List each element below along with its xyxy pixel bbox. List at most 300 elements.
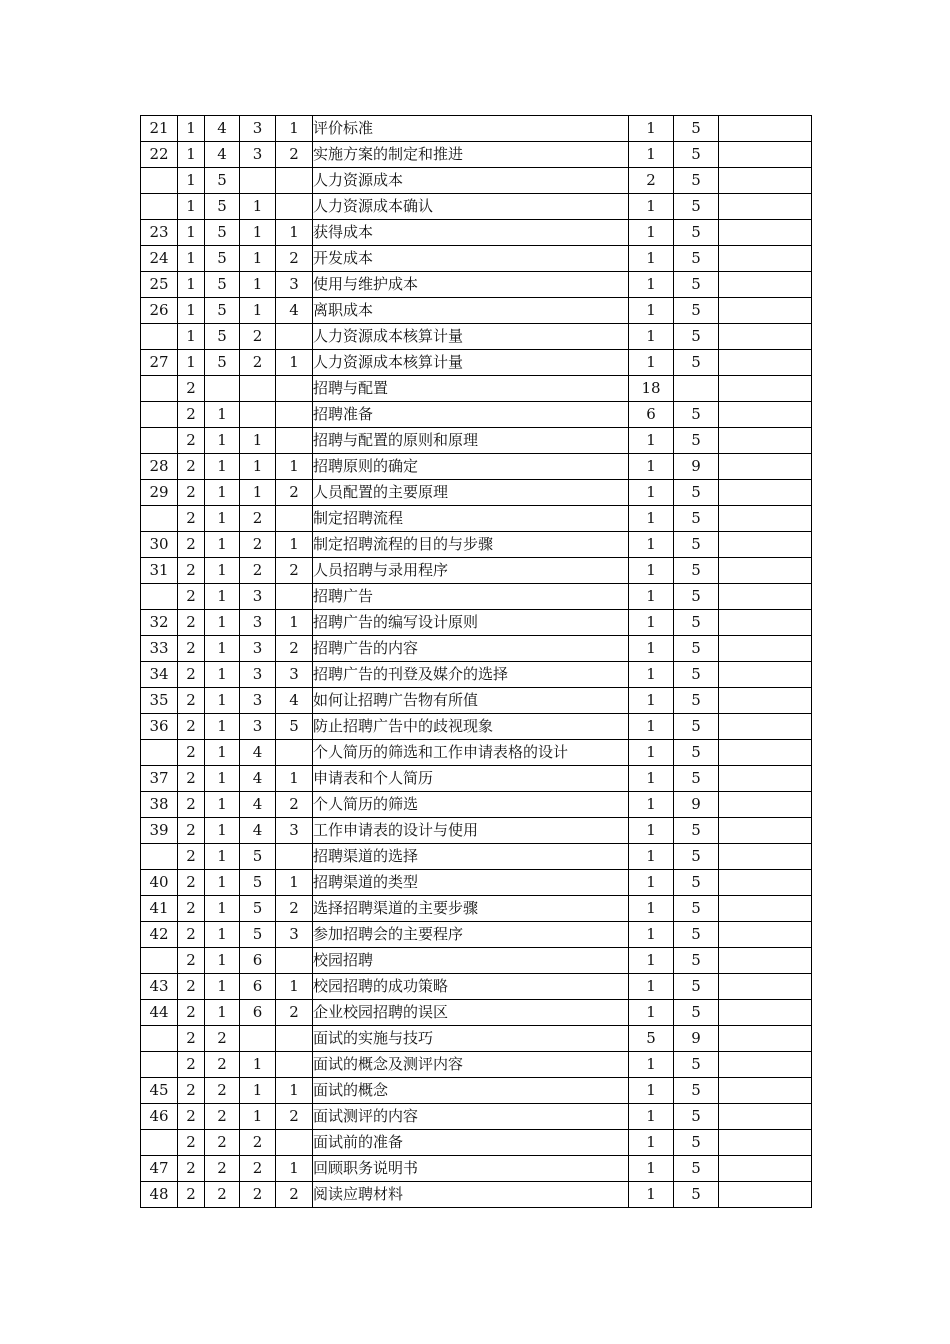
weight-value: 5 — [674, 636, 719, 662]
count-value: 1 — [629, 974, 674, 1000]
table-row — [141, 142, 812, 168]
item-title: 使用与维护成本 — [313, 272, 629, 298]
item-title: 招聘广告的编写设计原则 — [313, 610, 629, 636]
level-2-code: 1 — [205, 948, 240, 974]
level-3-code: 1 — [240, 220, 276, 246]
level-2-code: 1 — [205, 896, 240, 922]
row-number — [141, 584, 178, 610]
note-cell — [719, 922, 812, 948]
table-row — [141, 246, 812, 272]
count-value: 1 — [629, 1052, 674, 1078]
table-row — [141, 220, 812, 246]
table-row — [141, 558, 812, 584]
weight-value: 5 — [674, 740, 719, 766]
item-title: 招聘广告的内容 — [313, 636, 629, 662]
level-3-code: 3 — [240, 662, 276, 688]
weight-value: 5 — [674, 272, 719, 298]
level-2-code: 5 — [205, 350, 240, 376]
level-2-code: 1 — [205, 818, 240, 844]
weight-value — [674, 376, 719, 402]
weight-value: 5 — [674, 506, 719, 532]
level-1-code: 2 — [178, 740, 205, 766]
level-3-code: 2 — [240, 324, 276, 350]
note-cell — [719, 324, 812, 350]
level-2-code: 1 — [205, 844, 240, 870]
level-1-code: 1 — [178, 350, 205, 376]
table-row — [141, 922, 812, 948]
table-row — [141, 1052, 812, 1078]
row-number: 29 — [141, 480, 178, 506]
level-1-code: 2 — [178, 454, 205, 480]
level-4-code: 3 — [276, 922, 313, 948]
row-number: 30 — [141, 532, 178, 558]
note-cell — [719, 402, 812, 428]
count-value: 1 — [629, 194, 674, 220]
weight-value: 5 — [674, 662, 719, 688]
row-number: 23 — [141, 220, 178, 246]
level-1-code: 1 — [178, 142, 205, 168]
table-row — [141, 1026, 812, 1052]
table-row — [141, 636, 812, 662]
level-2-code: 5 — [205, 272, 240, 298]
level-2-code: 1 — [205, 428, 240, 454]
level-1-code: 1 — [178, 168, 205, 194]
count-value: 1 — [629, 1000, 674, 1026]
level-1-code: 2 — [178, 610, 205, 636]
level-3-code: 1 — [240, 246, 276, 272]
row-number: 33 — [141, 636, 178, 662]
level-2-code: 1 — [205, 506, 240, 532]
item-title: 工作申请表的设计与使用 — [313, 818, 629, 844]
level-1-code: 2 — [178, 688, 205, 714]
item-title: 参加招聘会的主要程序 — [313, 922, 629, 948]
table-row — [141, 298, 812, 324]
level-4-code — [276, 1130, 313, 1156]
row-number: 39 — [141, 818, 178, 844]
count-value: 1 — [629, 506, 674, 532]
item-title: 招聘广告 — [313, 584, 629, 610]
count-value: 1 — [629, 922, 674, 948]
level-3-code: 6 — [240, 974, 276, 1000]
level-4-code: 1 — [276, 610, 313, 636]
level-4-code — [276, 948, 313, 974]
table-row — [141, 428, 812, 454]
level-4-code: 1 — [276, 1156, 313, 1182]
row-number — [141, 1052, 178, 1078]
item-title: 企业校园招聘的误区 — [313, 1000, 629, 1026]
level-2-code: 1 — [205, 584, 240, 610]
weight-value: 5 — [674, 610, 719, 636]
item-title: 个人简历的筛选和工作申请表格的设计 — [313, 740, 629, 766]
level-1-code: 1 — [178, 324, 205, 350]
level-3-code: 4 — [240, 792, 276, 818]
table-row — [141, 740, 812, 766]
item-title: 回顾职务说明书 — [313, 1156, 629, 1182]
note-cell — [719, 142, 812, 168]
item-title: 人员配置的主要原理 — [313, 480, 629, 506]
level-1-code: 2 — [178, 870, 205, 896]
table-body — [141, 116, 812, 1208]
level-1-code: 1 — [178, 116, 205, 142]
count-value: 1 — [629, 766, 674, 792]
level-3-code — [240, 1026, 276, 1052]
weight-value: 5 — [674, 714, 719, 740]
table-row — [141, 1130, 812, 1156]
count-value: 1 — [629, 1104, 674, 1130]
count-value: 1 — [629, 584, 674, 610]
row-number: 34 — [141, 662, 178, 688]
weight-value: 5 — [674, 194, 719, 220]
item-title: 招聘准备 — [313, 402, 629, 428]
table-row — [141, 1156, 812, 1182]
level-2-code: 1 — [205, 766, 240, 792]
row-number: 24 — [141, 246, 178, 272]
level-2-code: 1 — [205, 740, 240, 766]
count-value: 1 — [629, 350, 674, 376]
level-2-code — [205, 376, 240, 402]
level-1-code: 2 — [178, 1026, 205, 1052]
note-cell — [719, 948, 812, 974]
count-value: 1 — [629, 1078, 674, 1104]
weight-value: 9 — [674, 1026, 719, 1052]
note-cell — [719, 792, 812, 818]
level-1-code: 2 — [178, 558, 205, 584]
level-3-code: 3 — [240, 116, 276, 142]
item-title: 开发成本 — [313, 246, 629, 272]
table-row — [141, 272, 812, 298]
level-3-code: 6 — [240, 948, 276, 974]
level-2-code: 4 — [205, 142, 240, 168]
row-number: 32 — [141, 610, 178, 636]
level-4-code: 2 — [276, 1000, 313, 1026]
level-4-code: 1 — [276, 116, 313, 142]
note-cell — [719, 428, 812, 454]
weight-value: 5 — [674, 922, 719, 948]
item-title: 面试的概念及测评内容 — [313, 1052, 629, 1078]
level-2-code: 2 — [205, 1052, 240, 1078]
count-value: 1 — [629, 818, 674, 844]
row-number: 38 — [141, 792, 178, 818]
note-cell — [719, 636, 812, 662]
row-number: 47 — [141, 1156, 178, 1182]
level-1-code: 2 — [178, 896, 205, 922]
level-3-code: 5 — [240, 896, 276, 922]
level-2-code: 1 — [205, 870, 240, 896]
table-row — [141, 1182, 812, 1208]
note-cell — [719, 740, 812, 766]
level-4-code: 4 — [276, 298, 313, 324]
level-2-code: 5 — [205, 168, 240, 194]
count-value: 1 — [629, 1130, 674, 1156]
level-2-code: 2 — [205, 1078, 240, 1104]
level-3-code: 1 — [240, 298, 276, 324]
table-row — [141, 1104, 812, 1130]
level-2-code: 1 — [205, 636, 240, 662]
level-2-code: 2 — [205, 1182, 240, 1208]
row-number — [141, 1026, 178, 1052]
level-4-code — [276, 402, 313, 428]
level-1-code: 2 — [178, 480, 205, 506]
item-title: 制定招聘流程 — [313, 506, 629, 532]
item-title: 招聘与配置的原则和原理 — [313, 428, 629, 454]
item-title: 评价标准 — [313, 116, 629, 142]
level-1-code: 2 — [178, 584, 205, 610]
level-3-code: 2 — [240, 532, 276, 558]
level-4-code: 2 — [276, 480, 313, 506]
level-4-code — [276, 844, 313, 870]
level-3-code: 6 — [240, 1000, 276, 1026]
weight-value: 5 — [674, 766, 719, 792]
level-1-code: 2 — [178, 1182, 205, 1208]
note-cell — [719, 610, 812, 636]
level-2-code: 1 — [205, 480, 240, 506]
level-1-code: 2 — [178, 792, 205, 818]
level-1-code: 1 — [178, 272, 205, 298]
level-4-code — [276, 506, 313, 532]
table-row — [141, 584, 812, 610]
note-cell — [719, 506, 812, 532]
row-number — [141, 740, 178, 766]
level-2-code: 2 — [205, 1104, 240, 1130]
count-value: 1 — [629, 870, 674, 896]
item-title: 人力资源成本确认 — [313, 194, 629, 220]
level-1-code: 2 — [178, 714, 205, 740]
note-cell — [719, 688, 812, 714]
count-value: 1 — [629, 662, 674, 688]
level-1-code: 2 — [178, 376, 205, 402]
level-3-code — [240, 168, 276, 194]
note-cell — [719, 480, 812, 506]
count-value: 1 — [629, 636, 674, 662]
level-3-code: 1 — [240, 272, 276, 298]
level-1-code: 1 — [178, 246, 205, 272]
item-title: 个人简历的筛选 — [313, 792, 629, 818]
note-cell — [719, 376, 812, 402]
weight-value: 5 — [674, 350, 719, 376]
note-cell — [719, 974, 812, 1000]
count-value: 1 — [629, 896, 674, 922]
level-4-code: 2 — [276, 792, 313, 818]
count-value: 18 — [629, 376, 674, 402]
table-row — [141, 896, 812, 922]
note-cell — [719, 1052, 812, 1078]
table-row — [141, 714, 812, 740]
level-4-code: 3 — [276, 272, 313, 298]
level-3-code: 2 — [240, 1156, 276, 1182]
level-3-code: 2 — [240, 506, 276, 532]
level-1-code: 2 — [178, 402, 205, 428]
level-1-code: 2 — [178, 1078, 205, 1104]
row-number: 37 — [141, 766, 178, 792]
row-number: 26 — [141, 298, 178, 324]
level-1-code: 1 — [178, 298, 205, 324]
count-value: 1 — [629, 1182, 674, 1208]
count-value: 1 — [629, 1156, 674, 1182]
row-number — [141, 194, 178, 220]
level-2-code: 1 — [205, 662, 240, 688]
weight-value: 5 — [674, 896, 719, 922]
level-3-code: 1 — [240, 454, 276, 480]
level-2-code: 5 — [205, 194, 240, 220]
level-4-code — [276, 376, 313, 402]
level-1-code: 2 — [178, 506, 205, 532]
note-cell — [719, 844, 812, 870]
row-number: 48 — [141, 1182, 178, 1208]
item-title: 面试测评的内容 — [313, 1104, 629, 1130]
level-2-code: 1 — [205, 922, 240, 948]
level-3-code: 3 — [240, 142, 276, 168]
table-row — [141, 506, 812, 532]
note-cell — [719, 1078, 812, 1104]
level-3-code: 4 — [240, 766, 276, 792]
row-number: 42 — [141, 922, 178, 948]
item-title: 实施方案的制定和推进 — [313, 142, 629, 168]
level-1-code: 2 — [178, 1130, 205, 1156]
weight-value: 5 — [674, 1000, 719, 1026]
level-1-code: 2 — [178, 1052, 205, 1078]
row-number: 41 — [141, 896, 178, 922]
table-row — [141, 168, 812, 194]
count-value: 1 — [629, 116, 674, 142]
weight-value: 9 — [674, 792, 719, 818]
level-2-code: 5 — [205, 298, 240, 324]
weight-value: 5 — [674, 480, 719, 506]
level-2-code: 5 — [205, 220, 240, 246]
level-3-code: 5 — [240, 922, 276, 948]
row-number — [141, 168, 178, 194]
level-1-code: 2 — [178, 636, 205, 662]
row-number: 45 — [141, 1078, 178, 1104]
table-row — [141, 792, 812, 818]
level-4-code: 2 — [276, 1182, 313, 1208]
level-2-code: 1 — [205, 454, 240, 480]
item-title: 制定招聘流程的目的与步骤 — [313, 532, 629, 558]
count-value: 6 — [629, 402, 674, 428]
table-row — [141, 610, 812, 636]
row-number: 27 — [141, 350, 178, 376]
weight-value: 5 — [674, 558, 719, 584]
level-1-code: 2 — [178, 1156, 205, 1182]
level-1-code: 2 — [178, 922, 205, 948]
row-number — [141, 402, 178, 428]
weight-value: 5 — [674, 1130, 719, 1156]
weight-value: 5 — [674, 220, 719, 246]
level-4-code: 2 — [276, 558, 313, 584]
row-number — [141, 324, 178, 350]
note-cell — [719, 220, 812, 246]
table-row — [141, 350, 812, 376]
note-cell — [719, 558, 812, 584]
level-3-code: 4 — [240, 740, 276, 766]
syllabus-table — [140, 115, 812, 1208]
level-4-code: 1 — [276, 1078, 313, 1104]
level-3-code: 2 — [240, 558, 276, 584]
count-value: 1 — [629, 948, 674, 974]
weight-value: 5 — [674, 974, 719, 1000]
table-row — [141, 1078, 812, 1104]
row-number: 35 — [141, 688, 178, 714]
note-cell — [719, 246, 812, 272]
count-value: 2 — [629, 168, 674, 194]
level-2-code: 1 — [205, 974, 240, 1000]
level-4-code — [276, 740, 313, 766]
item-title: 招聘与配置 — [313, 376, 629, 402]
level-2-code: 1 — [205, 1000, 240, 1026]
weight-value: 5 — [674, 948, 719, 974]
item-title: 招聘原则的确定 — [313, 454, 629, 480]
item-title: 人力资源成本核算计量 — [313, 350, 629, 376]
note-cell — [719, 168, 812, 194]
weight-value: 5 — [674, 584, 719, 610]
weight-value: 5 — [674, 1078, 719, 1104]
count-value: 1 — [629, 220, 674, 246]
count-value: 1 — [629, 688, 674, 714]
level-4-code: 2 — [276, 896, 313, 922]
item-title: 如何让招聘广告物有所值 — [313, 688, 629, 714]
note-cell — [719, 1104, 812, 1130]
count-value: 1 — [629, 844, 674, 870]
table-row — [141, 844, 812, 870]
item-title: 校园招聘的成功策略 — [313, 974, 629, 1000]
table-row — [141, 974, 812, 1000]
level-3-code: 5 — [240, 870, 276, 896]
row-number: 28 — [141, 454, 178, 480]
level-2-code: 5 — [205, 324, 240, 350]
level-4-code: 1 — [276, 532, 313, 558]
level-4-code — [276, 584, 313, 610]
count-value: 1 — [629, 532, 674, 558]
level-2-code: 1 — [205, 532, 240, 558]
level-4-code: 3 — [276, 818, 313, 844]
row-number: 31 — [141, 558, 178, 584]
table-row — [141, 402, 812, 428]
level-4-code — [276, 1052, 313, 1078]
count-value: 1 — [629, 142, 674, 168]
row-number: 25 — [141, 272, 178, 298]
level-4-code: 2 — [276, 246, 313, 272]
level-4-code: 4 — [276, 688, 313, 714]
table-row — [141, 454, 812, 480]
weight-value: 5 — [674, 142, 719, 168]
note-cell — [719, 1182, 812, 1208]
row-number: 43 — [141, 974, 178, 1000]
count-value: 1 — [629, 428, 674, 454]
table-row — [141, 870, 812, 896]
count-value: 1 — [629, 610, 674, 636]
row-number: 22 — [141, 142, 178, 168]
level-4-code: 1 — [276, 870, 313, 896]
level-3-code: 2 — [240, 1130, 276, 1156]
level-1-code: 2 — [178, 844, 205, 870]
item-title: 人员招聘与录用程序 — [313, 558, 629, 584]
level-4-code: 2 — [276, 636, 313, 662]
level-1-code: 2 — [178, 1104, 205, 1130]
count-value: 1 — [629, 324, 674, 350]
table-row — [141, 194, 812, 220]
count-value: 1 — [629, 792, 674, 818]
level-1-code: 2 — [178, 662, 205, 688]
level-3-code: 3 — [240, 714, 276, 740]
level-4-code: 2 — [276, 1104, 313, 1130]
item-title: 招聘广告的刊登及媒介的选择 — [313, 662, 629, 688]
level-2-code: 1 — [205, 792, 240, 818]
level-1-code: 2 — [178, 766, 205, 792]
item-title: 人力资源成本核算计量 — [313, 324, 629, 350]
level-3-code: 1 — [240, 1078, 276, 1104]
level-4-code: 1 — [276, 220, 313, 246]
weight-value: 5 — [674, 168, 719, 194]
level-3-code: 3 — [240, 584, 276, 610]
